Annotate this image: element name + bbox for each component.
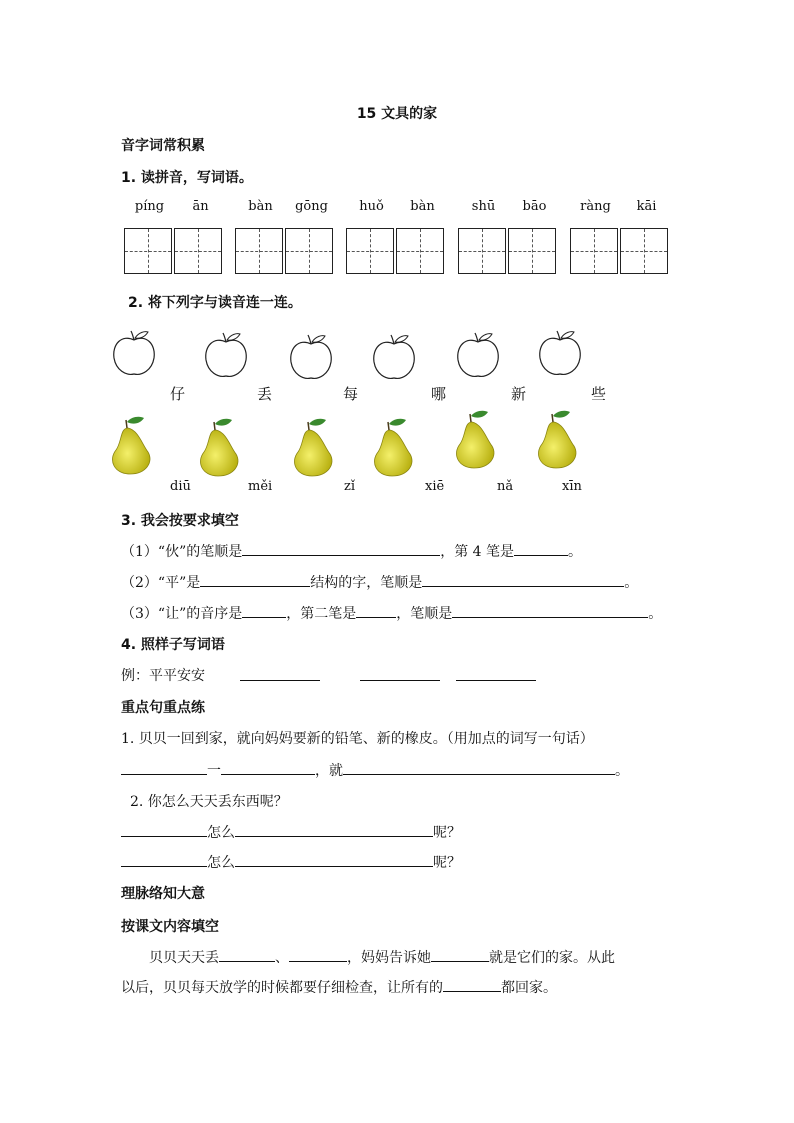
answer-blank[interactable] [452, 603, 648, 618]
apple-icon [372, 334, 418, 382]
q4-example: 例：平平安安 [121, 668, 205, 684]
pinyin: ràng [580, 199, 611, 214]
answer-blank[interactable] [121, 760, 207, 775]
apple-icon [112, 330, 158, 378]
text: （2）“平”是 [121, 575, 201, 591]
question-1-heading: 1. 读拼音，写词语。 [121, 170, 253, 186]
text: 呢？ [433, 855, 461, 871]
pear-icon [370, 418, 416, 478]
pinyin: píng [134, 199, 165, 214]
pinyin-group-3 [346, 199, 448, 214]
section-heading-3b: 按课文内容填空 [121, 919, 219, 935]
pinyin: kāi [636, 199, 657, 214]
answer-blank[interactable] [431, 947, 489, 962]
s2-q2-answer-line-2 [121, 852, 461, 872]
writing-grid-5[interactable] [570, 228, 668, 274]
answer-blank[interactable] [121, 822, 207, 837]
apple-icon [289, 334, 335, 382]
question-4-heading: 4. 照样子写词语 [121, 637, 225, 653]
tian-box[interactable] [235, 228, 283, 274]
section-heading-1: 音字词常积累 [121, 138, 205, 154]
text: 。 [568, 544, 583, 560]
tian-box[interactable] [620, 228, 668, 274]
apple-icon [456, 332, 502, 380]
text: 一 [207, 763, 221, 779]
passage-line-1 [149, 947, 615, 967]
s2-q1-answer-line [121, 760, 629, 780]
answer-blank[interactable] [240, 666, 320, 681]
pinyin-option-2[interactable]: měi [248, 479, 273, 494]
s2-question-2: 2. 你怎么天天丢东西呢？ [130, 794, 288, 810]
pear-icon [108, 416, 154, 476]
q3-line-1 [121, 541, 582, 561]
writing-grid-2[interactable] [235, 228, 333, 274]
pinyin-option-5[interactable]: nǎ [497, 479, 514, 494]
answer-blank[interactable] [242, 603, 286, 618]
tian-box[interactable] [124, 228, 172, 274]
answer-blank[interactable] [422, 572, 624, 587]
answer-blank[interactable] [235, 822, 433, 837]
pinyin: huǒ [359, 199, 384, 214]
tian-box[interactable] [285, 228, 333, 274]
text: 。 [624, 575, 639, 591]
tian-box[interactable] [346, 228, 394, 274]
char-2[interactable]: 丢 [257, 385, 273, 403]
text: ，就 [315, 763, 343, 779]
s2-q2-answer-line-1 [121, 822, 461, 842]
answer-blank[interactable] [456, 666, 536, 681]
writing-grid-4[interactable] [458, 228, 556, 274]
pinyin: bàn [410, 199, 435, 214]
s2-question-1: 1. 贝贝一回到家，就向妈妈要新的铅笔、新的橡皮。（用加点的词写一句话） [121, 731, 594, 747]
tian-box[interactable] [508, 228, 556, 274]
tian-box[interactable] [174, 228, 222, 274]
q3-line-2 [121, 572, 638, 592]
q3-line-3 [121, 603, 662, 623]
tian-box[interactable] [458, 228, 506, 274]
pinyin-group-2 [235, 199, 337, 214]
tian-box[interactable] [396, 228, 444, 274]
pinyin: bàn [248, 199, 273, 214]
text: 都回家。 [501, 980, 557, 996]
text: ，第二笔是 [286, 606, 357, 622]
text: ，妈妈告诉她 [347, 950, 431, 966]
answer-blank[interactable] [200, 572, 310, 587]
char-4[interactable]: 哪 [431, 385, 447, 403]
pinyin-option-3[interactable]: zǐ [344, 479, 356, 494]
pinyin-group-5 [570, 199, 672, 214]
text: 、 [275, 950, 289, 966]
pinyin: ān [192, 199, 209, 214]
writing-grid-1[interactable] [124, 228, 222, 274]
section-heading-2: 重点句重点练 [121, 700, 205, 716]
text: 呢？ [433, 825, 461, 841]
text: 怎么 [207, 855, 235, 871]
section-heading-3: 理脉络知大意 [121, 886, 205, 902]
text: 。 [648, 606, 663, 622]
pinyin-option-4[interactable]: xiē [425, 479, 445, 494]
answer-blank[interactable] [360, 666, 440, 681]
pinyin-option-6[interactable]: xīn [562, 479, 582, 494]
page-title: 15 文具的家 [356, 106, 438, 122]
text: 以后，贝贝每天放学的时候都要仔细检查，让所有的 [121, 980, 443, 996]
question-2-heading: 2. 将下列字与读音连一连。 [128, 295, 302, 311]
question-3-heading: 3. 我会按要求填空 [121, 513, 239, 529]
text: ，笔顺是 [396, 606, 453, 622]
text: （3）“让”的音序是 [121, 606, 243, 622]
answer-blank[interactable] [121, 852, 207, 867]
pinyin: bāo [522, 199, 547, 214]
char-5[interactable]: 新 [511, 385, 527, 403]
answer-blank[interactable] [235, 852, 433, 867]
pear-icon [196, 418, 242, 478]
text: 就是它们的家。从此 [489, 950, 615, 966]
char-6[interactable]: 些 [591, 385, 607, 403]
pinyin-group-4 [458, 199, 560, 214]
answer-blank[interactable] [356, 603, 396, 618]
passage-line-2 [121, 977, 557, 997]
text: 。 [615, 763, 629, 779]
answer-blank[interactable] [514, 541, 568, 556]
answer-blank[interactable] [219, 947, 275, 962]
tian-box[interactable] [570, 228, 618, 274]
pear-icon [290, 418, 336, 478]
pear-icon [452, 410, 498, 470]
text: 贝贝天天丢 [149, 950, 219, 966]
text: （1）“伙”的笔顺是 [121, 544, 243, 560]
pear-icon [534, 410, 580, 470]
apple-icon [204, 332, 250, 380]
answer-blank[interactable] [289, 947, 347, 962]
pinyin: gōng [295, 199, 328, 214]
pinyin-group-1 [124, 199, 226, 214]
pinyin: shū [471, 199, 496, 214]
answer-blank[interactable] [242, 541, 440, 556]
char-1[interactable]: 仔 [170, 385, 186, 403]
pinyin-option-1[interactable]: diū [170, 479, 191, 494]
text: 结构的字，笔顺是 [310, 575, 423, 591]
apple-icon [538, 330, 584, 378]
answer-blank[interactable] [221, 760, 315, 775]
char-3[interactable]: 每 [343, 385, 359, 403]
answer-blank[interactable] [343, 760, 615, 775]
text: ，第 4 笔是 [440, 544, 515, 560]
text: 怎么 [207, 825, 235, 841]
writing-grid-3[interactable] [346, 228, 444, 274]
answer-blank[interactable] [443, 977, 501, 992]
